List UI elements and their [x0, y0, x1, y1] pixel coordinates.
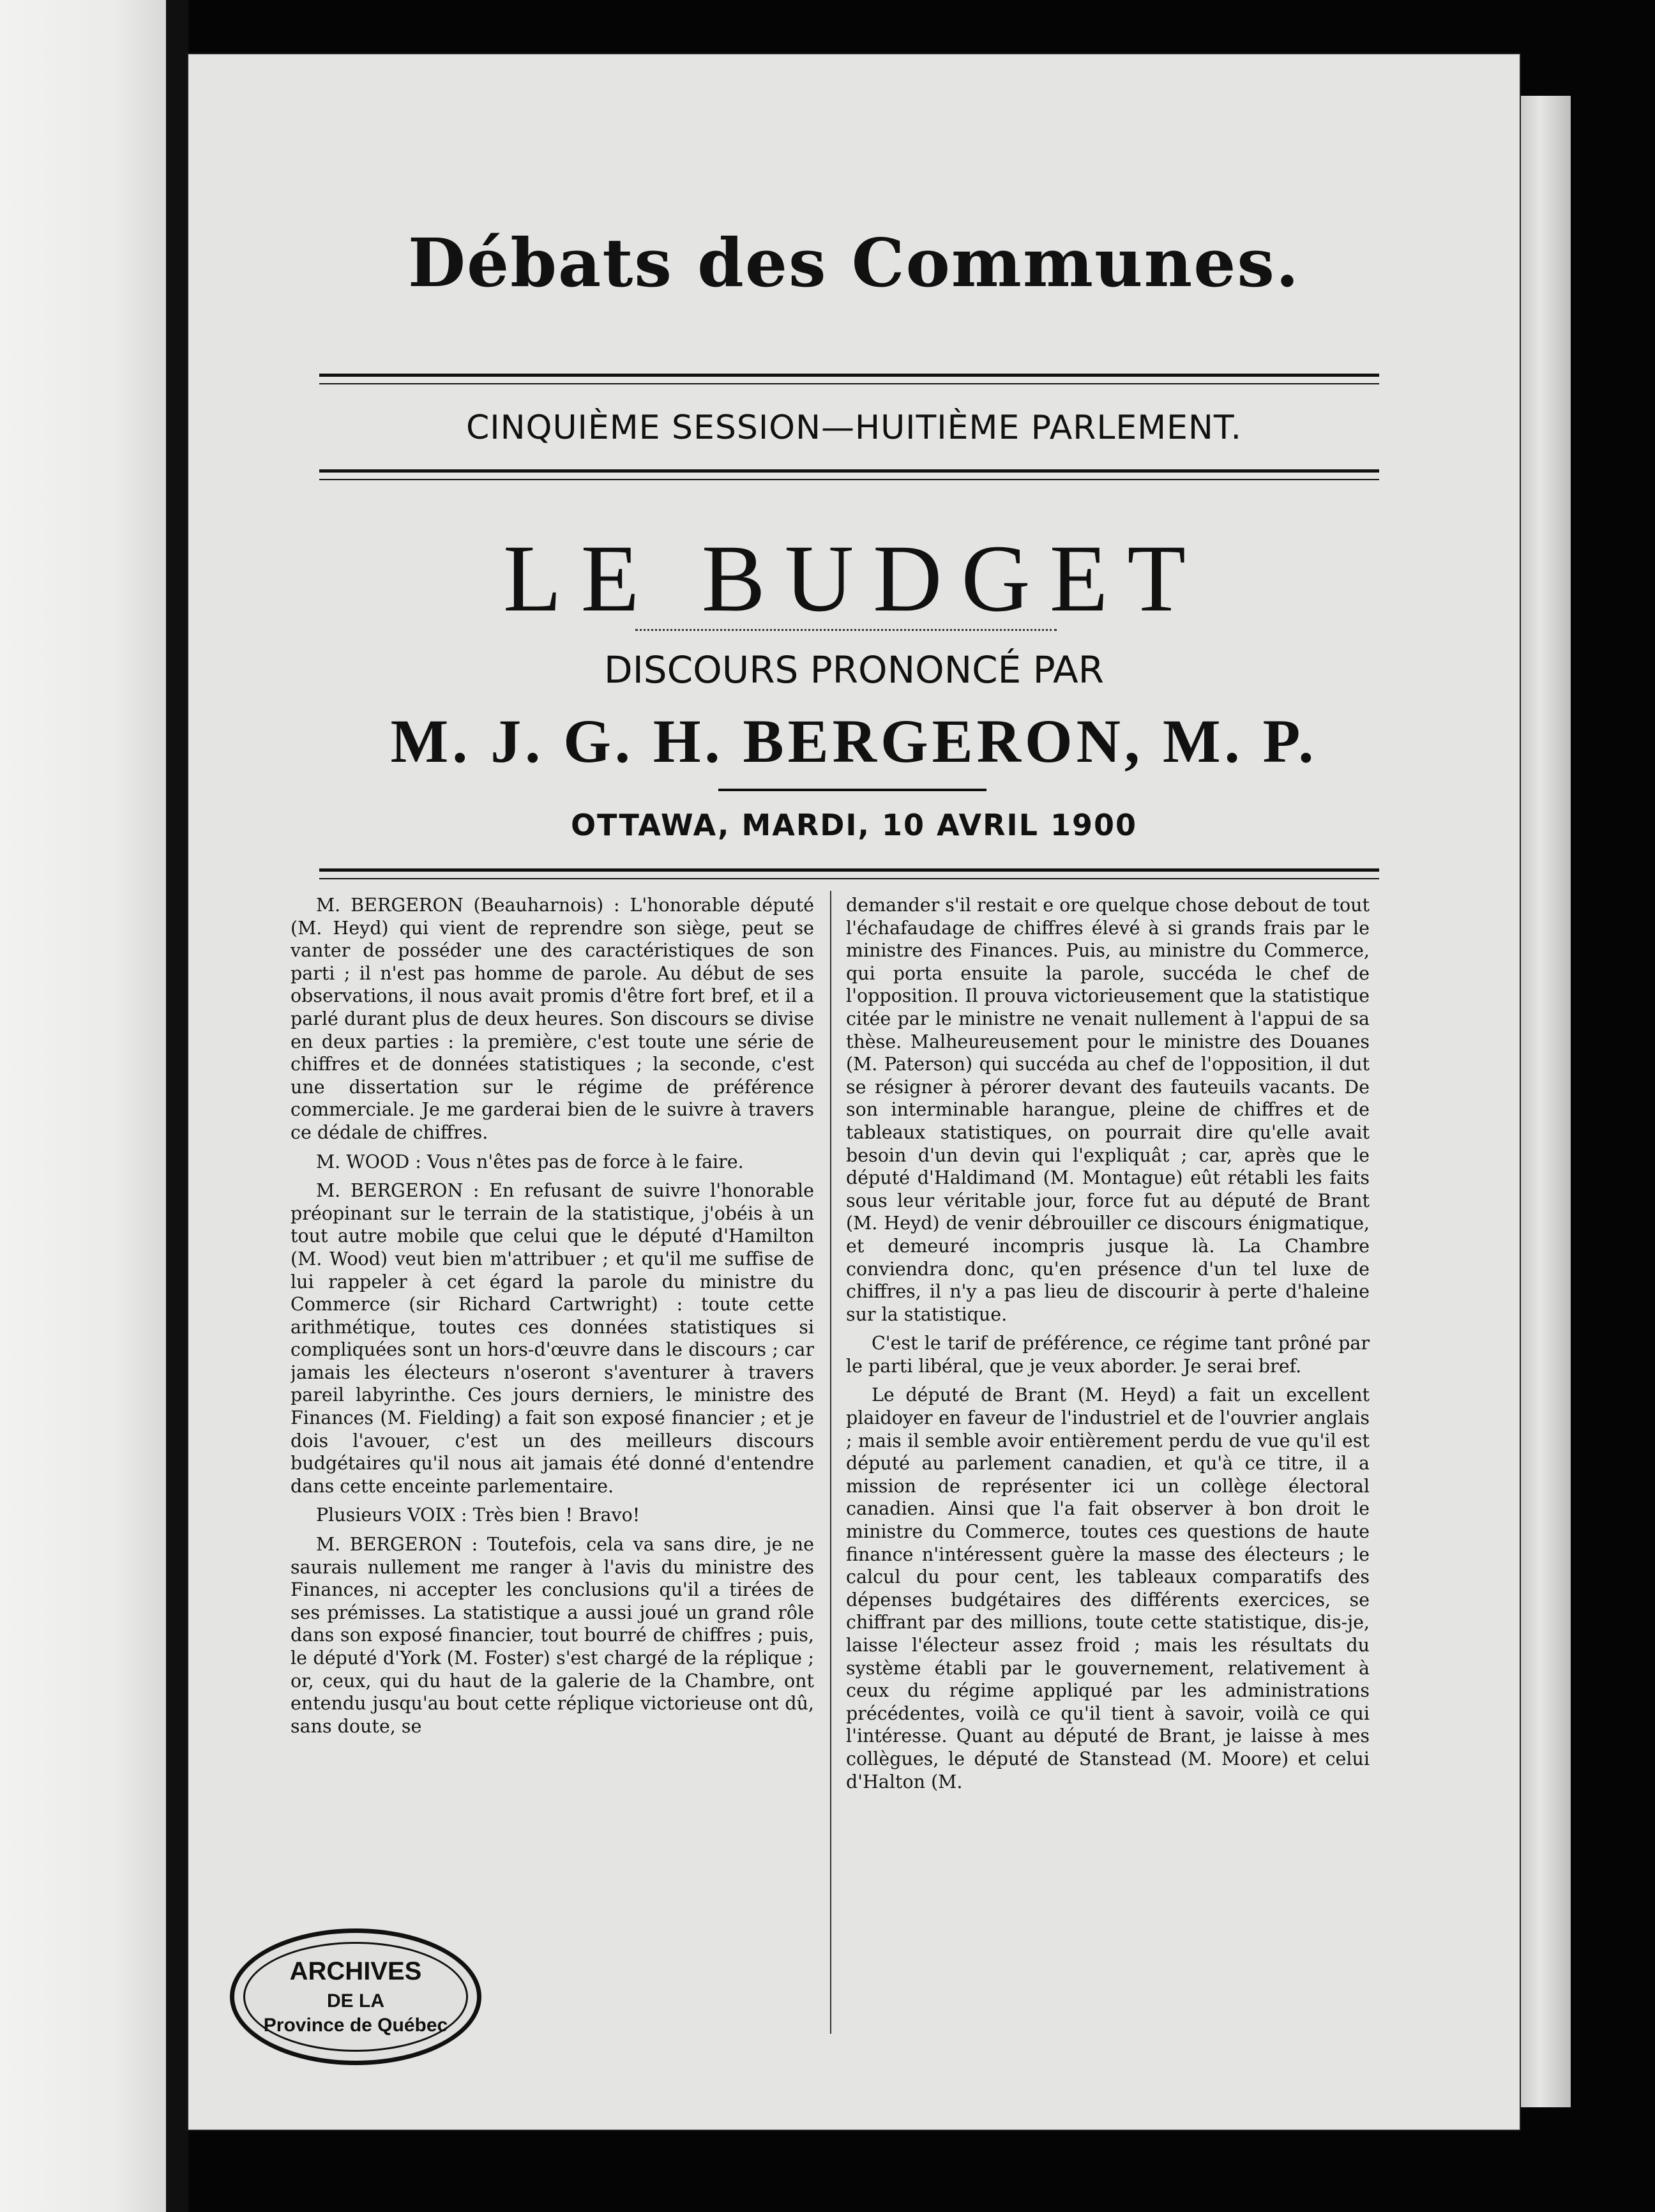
- text-column-left: [291, 894, 814, 2037]
- masthead-rule-top: [319, 374, 1379, 377]
- masthead: Débats des Communes.: [407, 223, 1301, 302]
- document-page: [188, 54, 1520, 2130]
- speaker-rule: [718, 789, 986, 791]
- column-divider: [830, 891, 831, 2034]
- paragraph: Le député de Brant (M. Heyd) a fait un excellent plaidoyer en faveur de l'industriel et de l'ouvrier anglais ; mais il semble avoir entièrement perdu de vue qu'il est député au parlement canadien, et qu'à ce titre, il a mission de représenter ici un collège électoral canadien. Ainsi que l'a fait observer à bon droit le ministre du Commerce, toutes ces questions de haute finance n'intéressent guère la masse des électeurs ; le calcul du pour cent, les tableaux comparatifs des dépenses budgétaires des différents exercices, se chiffrant par des millions, toute cette statistique, dis-je, laisse l'électeur assez froid ; mais les résultats du système établi par le gouvernement, relativement à ceux du régime appliqué par les administrations précédentes, voilà ce qu'il tient à savoir, voilà ce qui l'intéresse. Quant au député de Brant, je laisse à mes collègues, le député de Stanstead (M. Moore) et celui d'Halton (M.: [846, 1384, 1370, 1792]
- paragraph: M. BERGERON : En refusant de suivre l'honorable préopinant sur le terrain de la statistique, j'obéis à un tout autre mobile que celui que le député d'Hamilton (M. Wood) veut bien m'attribuer ; et qu'il me suffise de lui rappeler à cet égard la parole du ministre du Commerce (sir Richard Cartwright) : toute cette arithmétique, toutes ces données statistiques si compliquées sont un hors-d'œuvre dans le discours ; car jamais les électeurs n'oseront s'aventurer à travers pareil labyrinthe. Ces jours derniers, le ministre des Finances (M. Fielding) a fait son exposé financier ; et je dois l'avouer, c'est un des meilleurs discours budgétaires qu'il nous ait jamais été donné d'entendre dans cette enceinte parlementaire.: [291, 1180, 814, 1497]
- page-edge: [1520, 96, 1571, 2107]
- paragraph: demander s'il restait e ore quelque chose debout de tout l'échafaudage de chiffres élevé à si grands frais par le ministre des Finances. Puis, au ministre du Commerce, qui porta ensuite la parole, succéda le chef de l'opposition. Il prouva victorieusement que la statistique citée par le ministre ne venait nullement à l'appui de sa thèse. Malheureusement pour le ministre des Douanes (M. Paterson) qui succéda au chef de l'opposition, il dut se résigner à pérorer devant des fauteuils vacants. De son interminable harangue, pleine de chiffres et de tableaux statistiques, on pourrait dire qu'elle avait besoin d'un devin qui l'expliquât ; car, après que le député d'Haldimand (M. Montague) eût rétabli les faits sous leur véritable jour, force fut au député de Brant (M. Heyd) de venir débrouiller ce discours énigmatique, et demeuré incompris jusque là. La Chambre conviendra donc, qu'en présence d'un tel luxe de chiffres, il n'y a pas lieu de discourir à perte d'haleine sur la statistique.: [846, 895, 1370, 1325]
- dateline: OTTAWA, MARDI, 10 AVRIL 1900: [570, 808, 1138, 842]
- text-column-right: [846, 894, 1370, 2037]
- stamp-line-1: ARCHIVES: [289, 1957, 422, 1985]
- paragraph: C'est le tarif de préférence, ce régime tant prôné par le parti libéral, que je veux aborder. Je serai bref.: [846, 1333, 1370, 1377]
- session-rule-thin: [319, 479, 1379, 480]
- paragraph: Plusieurs VOIX : Très bien ! Bravo!: [316, 1504, 640, 1526]
- paragraph: M. WOOD : Vous n'êtes pas de force à le faire.: [316, 1151, 744, 1172]
- masthead-rule-thin: [319, 383, 1379, 384]
- session-line: CINQUIÈME SESSION—HUITIÈME PARLEMENT.: [465, 409, 1243, 447]
- paragraph: M. BERGERON (Beauharnois) : L'honorable député (M. Heyd) qui vient de reprendre son siège, peut se vanter de posséder une des caractéristiques de son parti ; il n'est pas homme de parole. Au début de ses observations, il nous avait promis d'être fort bref, et il a parlé durant plus de deux heures. Son discours se divise en deux parties : la première, c'est toute une série de chiffres et de données statistiques ; la seconde, c'est une dissertation sur le régime de préférence commerciale. Je me garderai bien de le suivre à travers ce dédale de chiffres.: [291, 895, 814, 1143]
- stamp-line-3: Province de Québec: [263, 2015, 448, 2036]
- stamp-line-2: DE LA: [327, 1990, 384, 2011]
- subtitle: DISCOURS PRONONCÉ PAR: [604, 648, 1104, 692]
- book-gutter: [166, 0, 188, 2212]
- paragraph: M. BERGERON : Toutefois, cela va sans dire, je ne saurais nullement me ranger à l'avis du ministre des Finances, ni accepter les conclusions qu'il a tirées de ses prémisses. La statistique a aussi joué un grand rôle dans son exposé financier, tout bourré de chiffres ; puis, le député d'York (M. Foster) s'est chargé de la réplique ; or, ceux, qui du haut de la galerie de la Chambre, ont entendu jusqu'au bout cette réplique victorieuse ont dû, sans doute, se: [291, 1534, 814, 1737]
- columns-rule-top: [319, 868, 1379, 872]
- columns-rule-thin: [319, 878, 1379, 879]
- session-rule-top: [319, 469, 1379, 473]
- title-dotted-rule: [635, 629, 1057, 631]
- speaker-name: M. J. G. H. BERGERON, M. P.: [390, 707, 1318, 775]
- document-title: LE BUDGET: [503, 526, 1205, 632]
- facing-page: [0, 0, 166, 2212]
- archives-stamp: [230, 1928, 481, 2065]
